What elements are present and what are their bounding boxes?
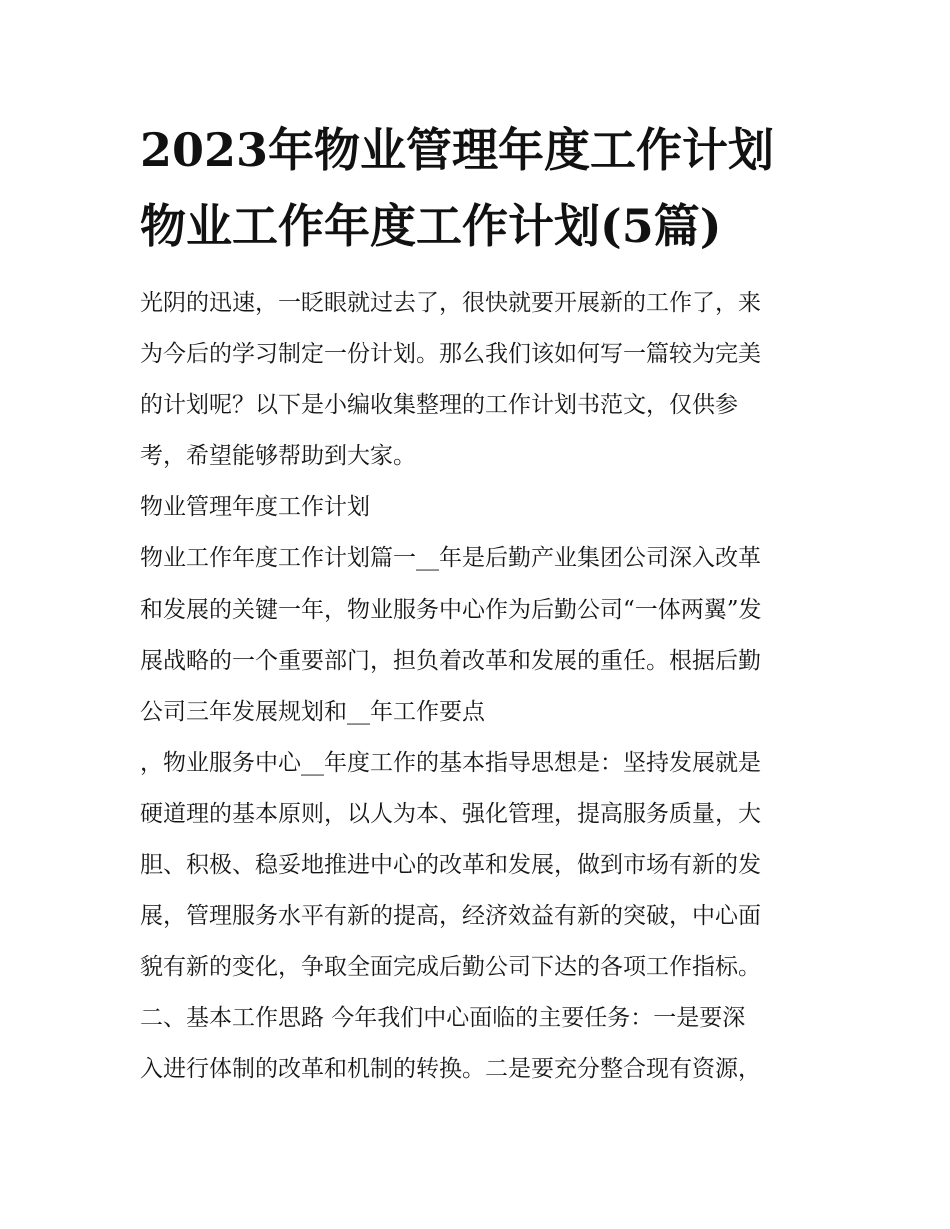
title-line-2: 物业工作年度工作计划(5篇)	[140, 199, 722, 253]
body-line-15: 二、基本工作思路 今年我们中心面临的主要任务：一是要深	[140, 1005, 746, 1032]
body-line-3: 的计划呢？以下是小编收集整理的工作计划书范文，仅供参	[140, 392, 738, 419]
body-line-11: 硬道理的基本原则，以人为本、强化管理，提高服务质量，大	[140, 800, 761, 827]
body-line-16: 入进行体制的改革和机制的转换。二是要充分整合现有资源，	[140, 1056, 761, 1083]
body-line-9: 公司三年发展规划和__年工作要点	[140, 698, 485, 725]
body-line-2: 为今后的学习制定一份计划。那么我们该如何写一篇较为完美	[140, 341, 761, 368]
title-line-1: 2023年物业管理年度工作计划	[140, 123, 775, 177]
body-line-4: 考，希望能够帮助到大家。	[140, 443, 416, 470]
body-line-6: 物业工作年度工作计划篇一__年是后勤产业集团公司深入改革	[140, 545, 761, 572]
body-line-1: 光阴的迅速，一眨眼就过去了，很快就要开展新的工作了，来	[140, 290, 761, 316]
body-line-7: 和发展的关键一年，物业服务中心作为后勤公司“一体两翼”发	[140, 596, 762, 623]
section-heading: 物业管理年度工作计划	[140, 494, 370, 521]
body-line-12: 胆、积极、稳妥地推进中心的改革和发展，做到市场有新的发	[140, 852, 761, 879]
body-line-10: ，物业服务中心__年度工作的基本指导思想是：坚持发展就是	[140, 749, 761, 776]
body-line-13: 展，管理服务水平有新的提高，经济效益有新的突破，中心面	[140, 903, 761, 930]
document-title	[140, 112, 830, 264]
body-line-8: 展战略的一个重要部门，担负着改革和发展的重任。根据后勤	[140, 647, 761, 674]
document-body	[140, 278, 820, 1096]
body-line-14: 貌有新的变化，争取全面完成后勤公司下达的各项工作指标。	[140, 954, 761, 981]
